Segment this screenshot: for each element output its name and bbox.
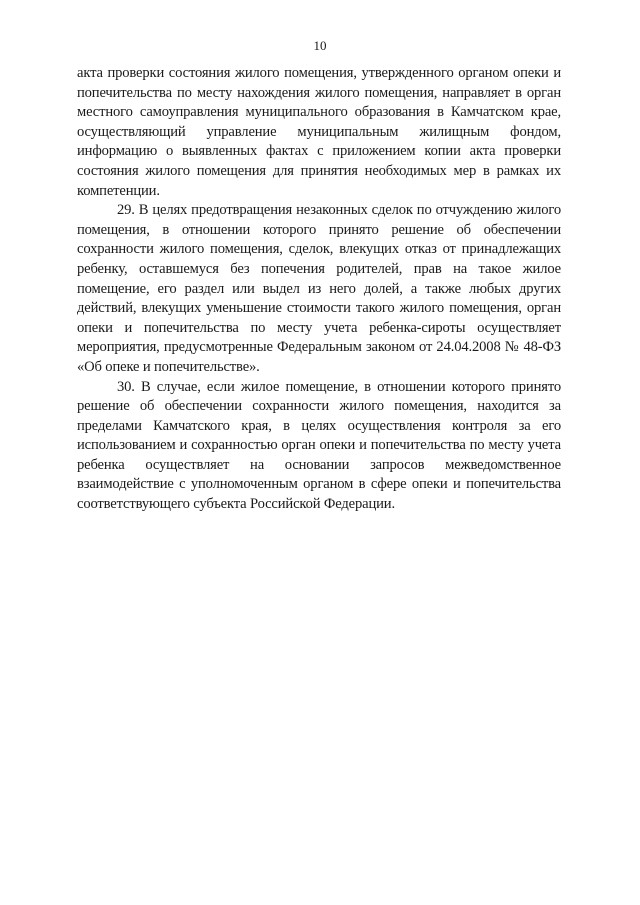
paragraph-continuation: акта проверки состояния жилого помещения, утвержденного органом опеки и попечительства по месту нахождения жилого помещения, направляет в орган местного самоуправления муниципального образования в Камчатском крае, осуществляющий управление муниципальным жилищным фондом, информацию о выявленных фактах с приложением копии акта проверки состояния жилого помещения для принятия необходимых мер в рамках их компетенции. xyxy=(77,65,561,199)
paragraph-29: 29. В целях предотвращения незаконных сделок по отчуждению жилого помещения, в отношении которого принято решение об обеспечении сохранности жилого помещения, сделок, влекущих отказ от принадлежащих ребенку, оставшемуся без попечения родителей, прав на такое жилое помещение, его раздел или выдел из него долей, а также любых других действий, влекущих уменьшение стоимости такого жилого помещения, орган опеки и попечительства по месту учета ребенка-сироты осуществляет мероприятия, предусмотренные Федеральным законом от 24.04.2008 № 48-ФЗ «Об опеке и попечительстве». xyxy=(77,202,561,375)
page-number: 10 xyxy=(313,38,327,53)
document-body xyxy=(77,64,561,515)
paragraph-30: 30. В случае, если жилое помещение, в отношении которого принято решение об обеспечении сохранности жилого помещения, находится за пределами Камчатского края, в целях осуществления контроля за его использованием и сохранностью орган опеки и попечительства по месту учета ребенка осуществляет на основании запросов межведомственное взаимодействие с уполномоченным органом в сфере опеки и попечительства соответствующего субъекта Российской Федерации. xyxy=(77,378,561,513)
